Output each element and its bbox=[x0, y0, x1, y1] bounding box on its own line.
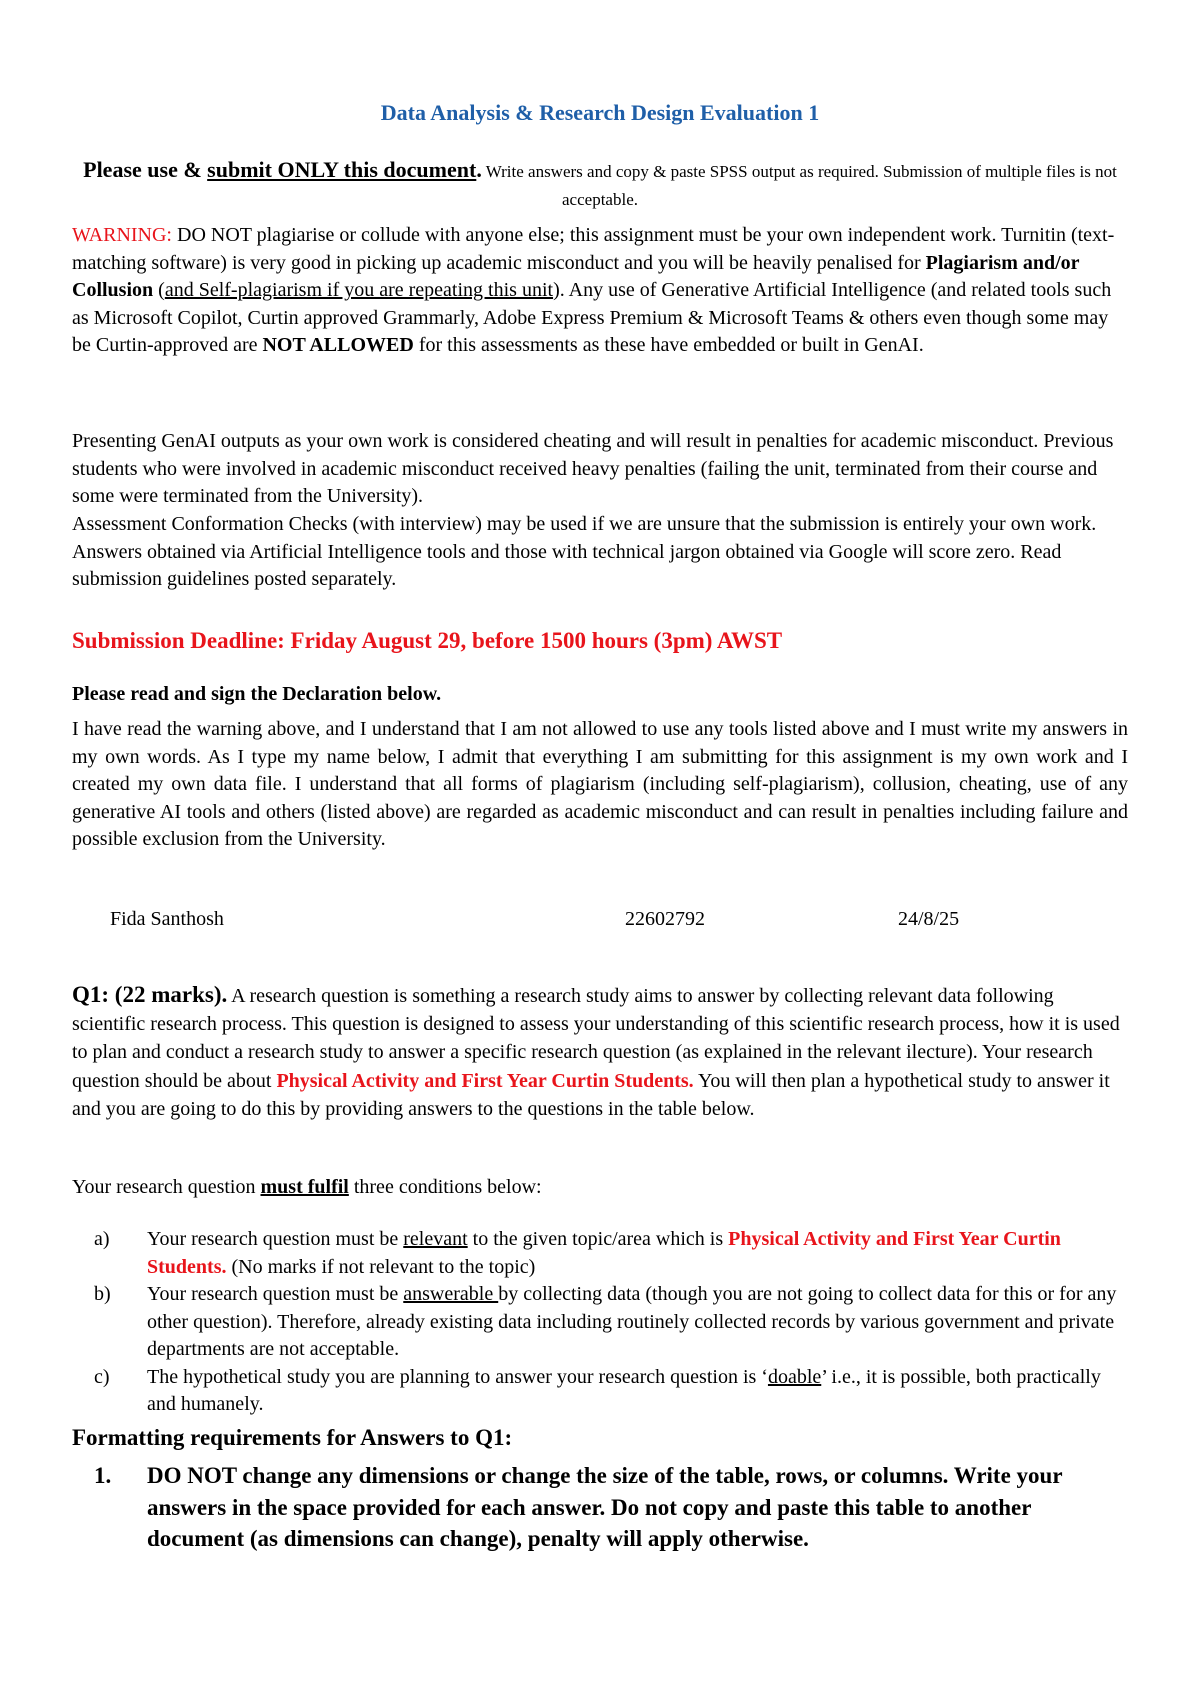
q1-text-b: You will then plan a hypothetical study to answer it and you are going to do this by providing answers to the questions in the table below. bbox=[72, 1069, 1110, 1120]
warning-text-c: ). Any use of Generative Artificial Intelligence (and related tools such as Microsoft Copilot, Curtin approved Grammarly, Adobe Express Premium & Microsoft Teams & others even though some may be Curtin-approved are bbox=[72, 279, 1112, 356]
submission-instructions bbox=[72, 156, 1128, 214]
instructions-lead-prefix: Please use & bbox=[83, 157, 208, 182]
instructions-rest: Write answers and copy & paste SPSS output as required. Submission of multiple files is not acceptable. bbox=[481, 162, 1117, 209]
q1-text-a: A research question is something a research study aims to answer by collecting relevant data following scientific research process. This question is designed to assess your understanding of this scientific research process, how it is used to plan and conduct a research study to answer a specific research question (as explained in the relevant ilecture). Your research question should be about bbox=[72, 985, 1120, 1092]
warning-label: WARNING: bbox=[72, 224, 172, 246]
genai-cheating-paragraph: Presenting GenAI outputs as your own work is considered cheating and will result in penalties for academic misconduct. Previous students who were involved in academic misconduct received heavy penalties (failing the unit, terminated from their course and some were terminated from the University). bbox=[72, 430, 1114, 507]
condition-item-a bbox=[72, 1226, 1128, 1281]
conditions-intro-b: three conditions below: bbox=[348, 1176, 542, 1198]
formatting-marker: 1. bbox=[94, 1463, 112, 1488]
condition-marker: a) bbox=[94, 1228, 110, 1250]
condition-c-pre: The hypothetical study you are planning to answer your research question is ‘ bbox=[147, 1365, 768, 1388]
instructions-lead bbox=[83, 157, 482, 182]
warning-text-d: for this assessments as these have embedded or built in GenAI. bbox=[413, 334, 924, 356]
condition-b-pre: Your research question must be bbox=[147, 1283, 404, 1305]
formatting-item-text: DO NOT change any dimensions or change the size of the table, rows, or columns. Write your answers in the space provided for each answer. Do not copy and paste this table to another document (as dimensions can change), penalty will apply otherwise. bbox=[147, 1463, 1063, 1551]
warning-self-plagiarism-underlined: and Self-plagiarism if you are repeating this unit bbox=[164, 279, 554, 301]
conditions-intro-a: Your research question bbox=[72, 1176, 261, 1198]
condition-c-post: ’ i.e., it is possible, both practically and humanely. bbox=[147, 1365, 1101, 1415]
condition-a-pre: Your research question must be bbox=[147, 1228, 404, 1250]
condition-a-mid: to the given topic/area which is bbox=[467, 1228, 729, 1250]
conditions-list bbox=[72, 1226, 1128, 1419]
condition-item-c bbox=[72, 1364, 1128, 1419]
document-title: Data Analysis & Research Design Evaluation 1 bbox=[380, 100, 820, 125]
conditions-intro-underlined: must fulfil bbox=[260, 1176, 349, 1198]
student-id: 22602792 bbox=[625, 908, 705, 930]
warning-text-a: DO NOT plagiarise or collude with anyone else; this assignment must be your own independent work. Turnitin (text-matching software) is very good in picking up academic misconduct and you will be heavily penalised for bbox=[72, 224, 1115, 274]
signature-date: 24/8/25 bbox=[898, 908, 960, 930]
q1-paragraph bbox=[72, 981, 1128, 1123]
submission-deadline: Submission Deadline: Friday August 29, before 1500 hours (3pm) AWST bbox=[72, 628, 783, 653]
condition-c-underlined: doable bbox=[767, 1365, 822, 1388]
conditions-intro bbox=[72, 1176, 542, 1199]
condition-a-topic: Physical Activity and First Year Curtin Students. bbox=[147, 1228, 1061, 1278]
condition-a-post: (No marks if not relevant to the topic) bbox=[226, 1255, 536, 1278]
condition-marker: b) bbox=[94, 1283, 111, 1305]
condition-a-underlined: relevant bbox=[403, 1228, 468, 1250]
condition-marker: c) bbox=[94, 1365, 110, 1388]
declaration-text: I have read the warning above, and I understand that I am not allowed to use any tools listed above and I must write my answers in my own words. As I type my name below, I admit that everything I am submitting for this assignment is my own work and I created my own data file. I understand that all forms of plagiarism (including self-plagiarism), collusion, cheating, use of any generative AI tools and others (listed above) are regarded as academic misconduct and can result in penalties including failure and possible exclusion from the University. bbox=[72, 718, 1128, 850]
instructions-lead-underlined: submit ONLY this document bbox=[207, 157, 477, 182]
condition-item-b bbox=[72, 1281, 1128, 1364]
q1-topic: Physical Activity and First Year Curtin Students. bbox=[276, 1069, 694, 1092]
signature-row bbox=[0, 908, 1200, 938]
warning-text-b: ( bbox=[153, 279, 165, 301]
declaration-heading: Please read and sign the Declaration below. bbox=[72, 683, 442, 705]
formatting-heading: Formatting requirements for Answers to Q1: bbox=[72, 1425, 513, 1450]
formatting-list bbox=[72, 1460, 1128, 1555]
warning-not-allowed-bold: NOT ALLOWED bbox=[262, 334, 414, 356]
warning-paragraph bbox=[72, 222, 1128, 360]
q1-heading: Q1: (22 marks). bbox=[72, 982, 228, 1007]
student-name: Fida Santhosh bbox=[110, 908, 224, 930]
instructions-lead-suffix: . bbox=[476, 157, 482, 182]
warning-plagiarism-bold: Plagiarism and/or Collusion bbox=[72, 251, 1080, 301]
condition-b-underlined: answerable bbox=[403, 1283, 499, 1305]
conformation-checks-paragraph: Assessment Conformation Checks (with interview) may be used if we are unsure that the submission is entirely your own work. Answers obtained via Artificial Intelligence tools and those with technical jargon obtained via Google will score zero. Read submission guidelines posted separately. bbox=[72, 513, 1097, 590]
condition-b-post: by collecting data (though you are not going to collect data for this or for any other question). Therefore, already existing data including routinely collected records by various government and private departments are not acceptable. bbox=[147, 1283, 1117, 1360]
formatting-item bbox=[72, 1460, 1128, 1555]
